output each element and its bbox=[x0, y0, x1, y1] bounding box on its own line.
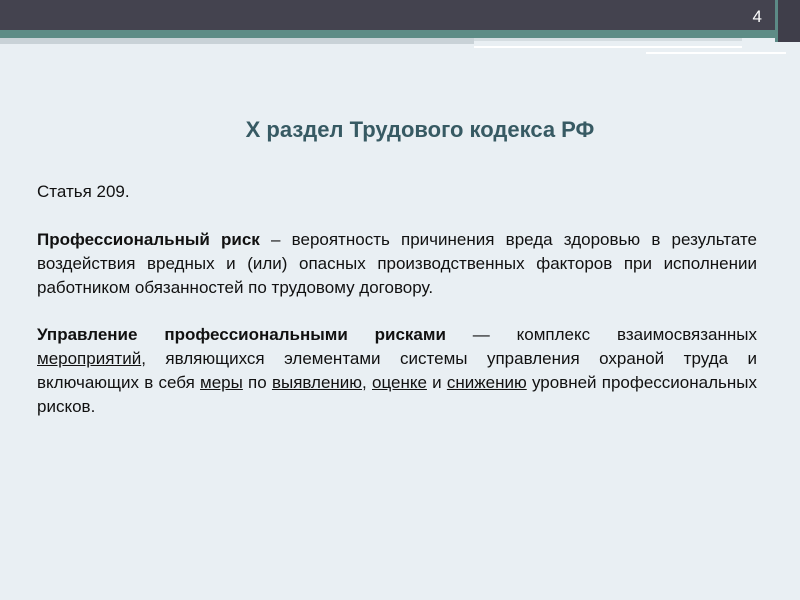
term-professional-risk: Профессиональный риск bbox=[37, 230, 260, 249]
definition-text-part: и bbox=[426, 373, 447, 392]
definition-risk-management bbox=[37, 323, 757, 419]
page-number: 4 bbox=[752, 7, 762, 26]
decor-line-2 bbox=[646, 52, 786, 54]
band-shadow bbox=[0, 38, 474, 44]
definition-text-part: , bbox=[362, 373, 372, 392]
underlined-term-assessment: оценке bbox=[372, 373, 427, 392]
underlined-term-measures-events: мероприятий bbox=[37, 349, 142, 368]
definition-text: – вероятность причинения вреда здоровью в результате воздействия вредных и (или) опасных производственных факторов при исполнении работником обязанностей по трудовому договору. bbox=[37, 230, 757, 297]
definition-text-part: , являющихся элементами системы управления охраной труда и включающих в себя bbox=[37, 349, 757, 392]
underlined-term-identification: выявлению bbox=[271, 373, 363, 392]
definition-professional-risk bbox=[37, 228, 757, 300]
decor-line-1 bbox=[474, 46, 742, 48]
definition-text-part: по bbox=[242, 373, 272, 392]
underlined-term-reduction: снижению bbox=[446, 373, 527, 392]
band-tick bbox=[474, 38, 742, 41]
definition-text-part: уровней профессиональных рисков. bbox=[37, 373, 757, 416]
slide-title: Х раздел Трудового кодекса РФ bbox=[245, 117, 595, 142]
top-bar bbox=[0, 0, 800, 30]
term-risk-management: Управление профессиональными рисками bbox=[37, 325, 446, 344]
article-label: Статья 209. bbox=[37, 182, 130, 201]
top-bar-corner bbox=[775, 0, 800, 42]
underlined-term-measures: меры bbox=[200, 373, 243, 392]
definition-text-part: — комплекс взаимосвязанных bbox=[445, 325, 757, 344]
accent-band bbox=[0, 30, 778, 38]
